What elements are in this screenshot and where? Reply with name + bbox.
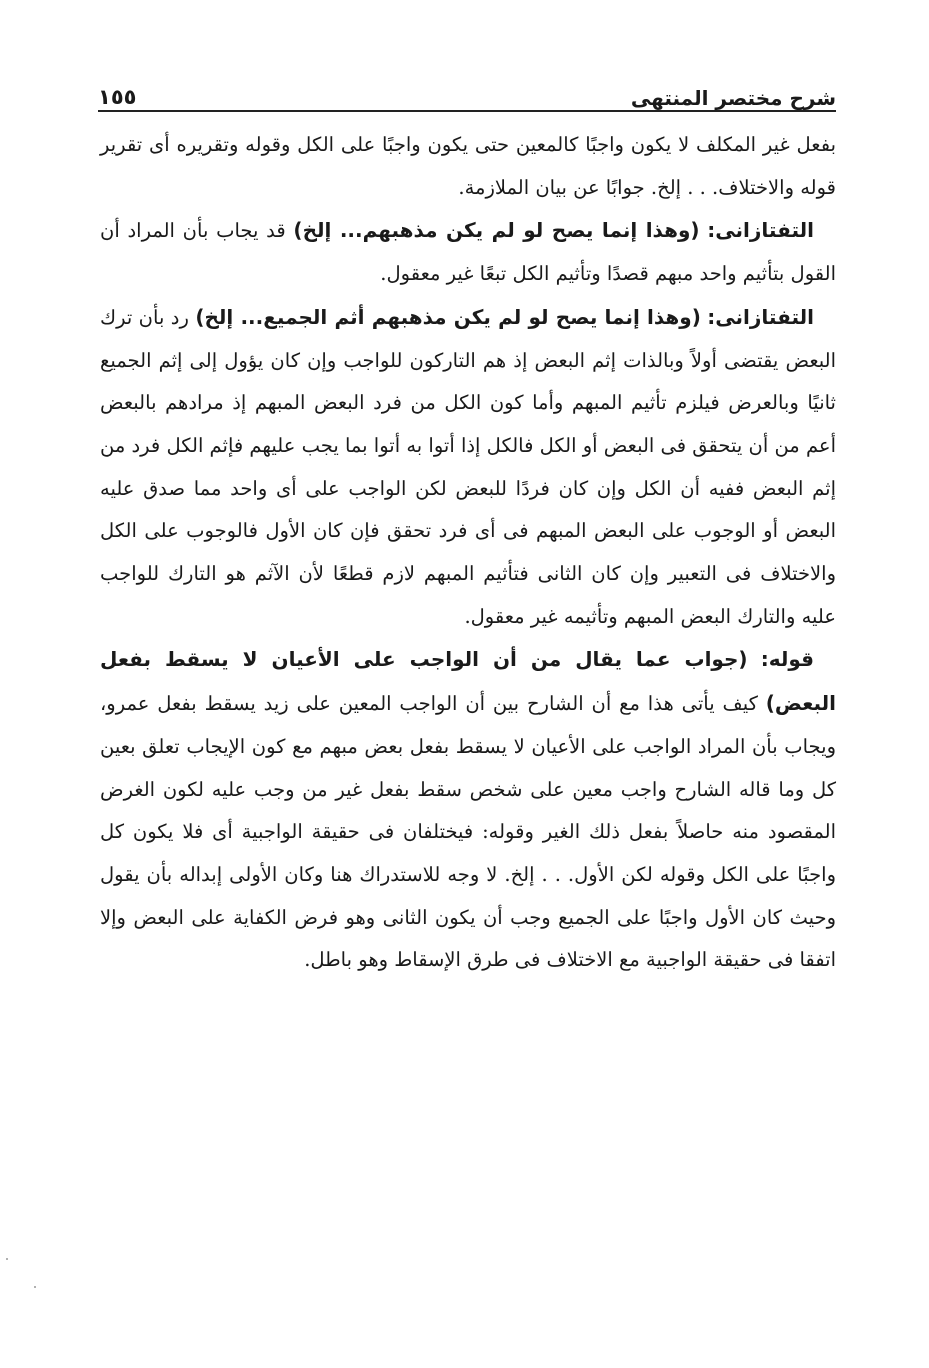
running-title: شرح مختصر المنتهى: [630, 86, 836, 110]
paragraph-text: بفعل غير المكلف لا يكون واجبًا كالمعين حتى يكون واجبًا على الكل وقوله وتقريره أى تقرير قوله والاختلاف. . . إلخ. جوابًا عن بيان الملازمة.: [100, 133, 836, 199]
paragraph-quote: (وهذا إنما يصح لو لم يكن مذهبهم أثم الجميع... إلخ): [195, 304, 701, 329]
page-header: [98, 76, 836, 108]
paragraph-qawluhu: [100, 638, 836, 982]
paragraph-quote: (وهذا إنما يصح لو لم يكن مذهبهم... إلخ): [293, 218, 700, 243]
paragraph-text: رد بأن ترك البعض يقتضى أولاً وبالذات إثم البعض إذ هم التاركون للواجب وإن كان يؤول إلى إثم الجميع ثانيًا وبالعرض فيلزم تأثيم المبهم وأما كون الكل من فرد البعض المبهم إذ مرادهم بالبعض أعم من أن يتحقق فى البعض أو الكل فالكل إذا أتوا به أتوا بما يجب عليهم فإثم الكل فرد من إثم البعض ففيه أن الكل وإن كان فردًا للبعض لكن الواجب على أى واحد مما صدق عليه البعض أو الوجوب على البعض المبهم فى أى فرد تحقق فإن كان الأول فالوجوب على الكل والاختلاف فى التعبير وإن كان الثانى فتأثيم المبهم لازم قطعًا لأن الآثم هو التارك للواجب عليه والتارك البعض المبهم وتأثيمه غير معقول.: [100, 305, 836, 628]
scan-speck: [34, 1286, 36, 1288]
paragraph-lead: التفتازانى:: [707, 304, 815, 329]
paragraph-quote: (جواب عما يقال من أن الواجب على الأعيان لا يسقط بفعل البعض): [100, 647, 837, 716]
paragraph-text: كيف يأتى هذا مع أن الشارح بين أن الواجب المعين على زيد يسقط بفعل عمرو، ويجاب بأن المراد الواجب على الأعيان لا يسقط بفعل بعض مبهم مع كون الإيجاب تعلق بعين كل وما قاله الشارح واجب معين على شخص سقط بفعل غير من وجب عليه لكون الغرض المقصود منه حاصلاً بفعل ذلك الغير وقوله: فيختلفان فى حقيقة الواجبية أى فلا يكون كل واجبًا على الكل وقوله لكن الأول. . . إلخ. لا وجه للاستدراك هنا وكان الأولى إبداله بأن يقول وحيث كان الأول واجبًا على الجميع وجب أن يكون الثانى وهو فرض الكفاية على البعض وإلا اتفقا فى حقيقة الواجبية مع الاختلاف فى طرق الإسقاط وهو باطل.: [100, 692, 836, 972]
page-number: ١٥٥: [98, 85, 137, 109]
header-rule: [98, 110, 836, 112]
page-body: [100, 124, 836, 982]
paragraph-continuation: [100, 124, 836, 209]
paragraph-taftazani-1: [100, 209, 836, 295]
paragraph-lead: قوله:: [760, 647, 814, 672]
paragraph-lead: التفتازانى:: [707, 218, 815, 243]
paragraph-text: قد يجاب بأن المراد أن القول بتأثيم واحد مبهم قصدًا وتأثيم الكل تبعًا غير معقول.: [100, 219, 836, 286]
scan-speck: [6, 1258, 8, 1260]
paragraph-taftazani-2: [100, 296, 836, 639]
